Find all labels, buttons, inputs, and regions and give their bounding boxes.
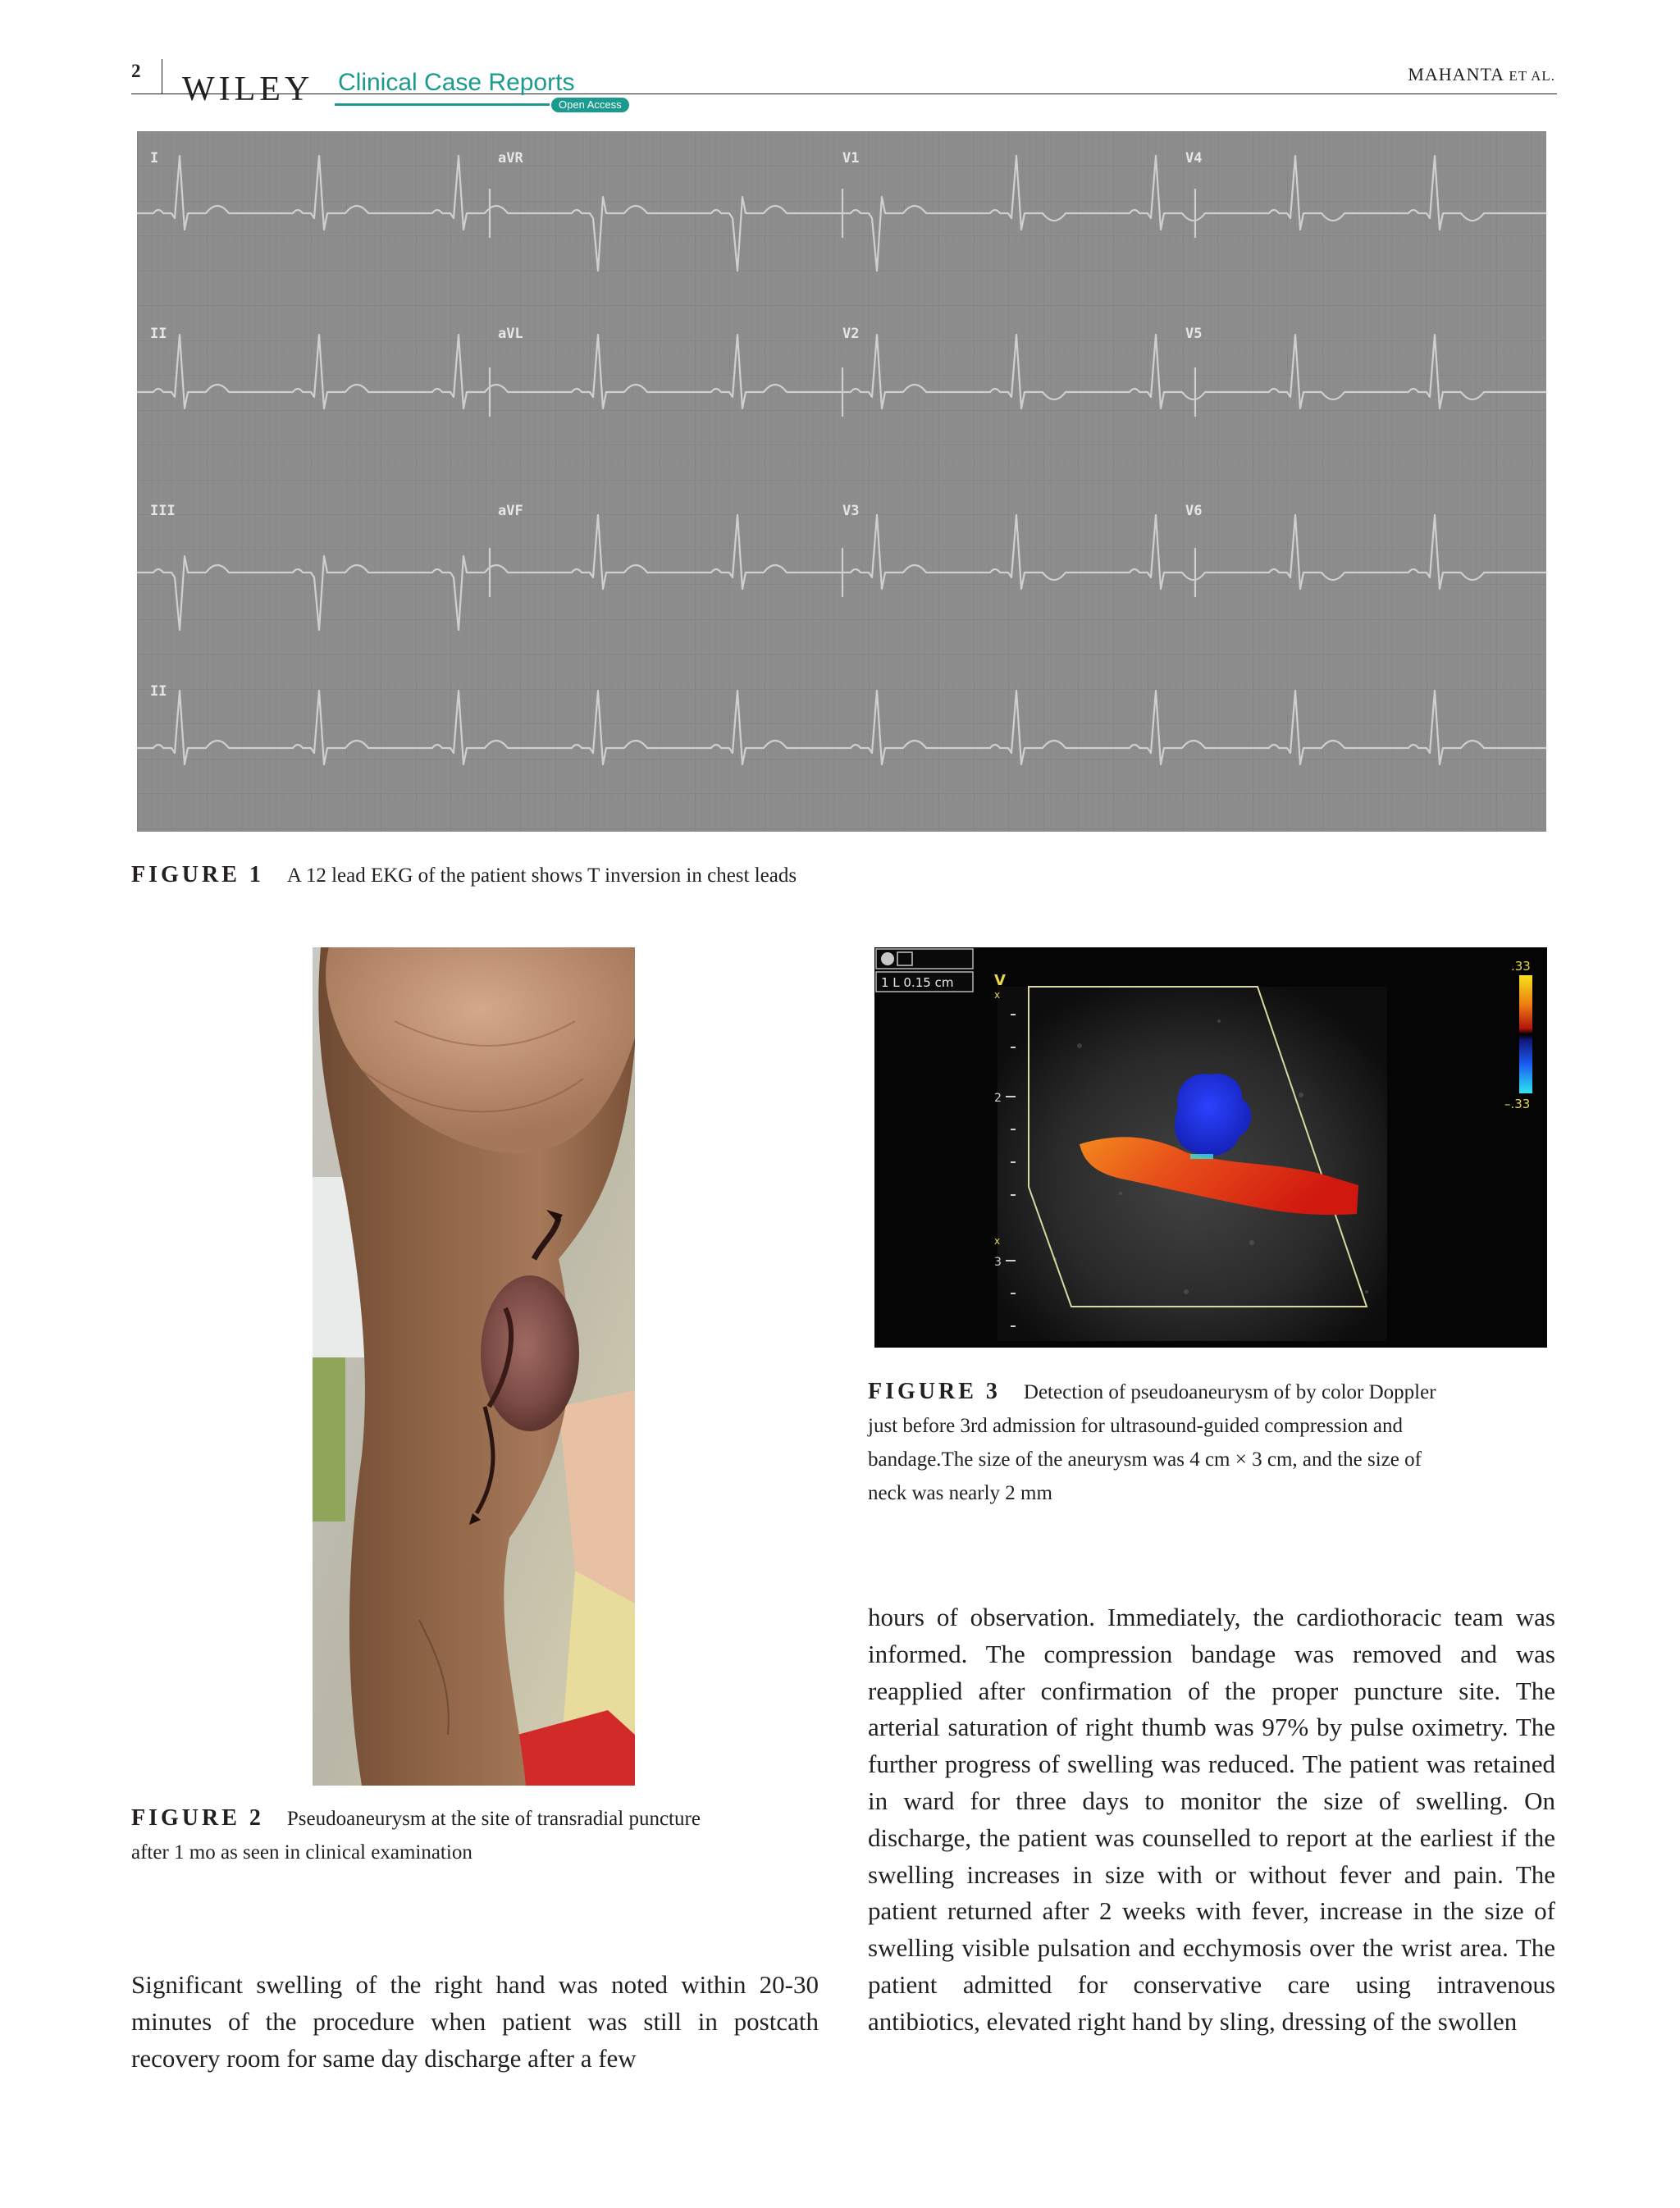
velocity-scale-bottom: –.33 (1504, 1097, 1531, 1111)
figure3-caption (868, 1375, 1436, 1510)
body-paragraph-left: Significant swelling of the right hand was noted within 20-30 minutes of the procedure when patient was still in postcath recovery room for same day discharge after a few (131, 1970, 819, 2073)
body-text-left-column (131, 1967, 819, 2077)
lead-label-III: III (150, 503, 176, 519)
ekg-tracing (137, 131, 1546, 832)
lead-label-V2: V2 (842, 326, 860, 342)
velocity-color-scale (1519, 975, 1532, 1093)
lead-label-V4: V4 (1185, 150, 1203, 167)
lead-label-V6: V6 (1185, 503, 1203, 519)
lead-label-V5: V5 (1185, 326, 1203, 342)
journal-name: Clinical Case Reports (338, 69, 575, 96)
figure2-caption (131, 1801, 701, 1869)
lead-label-V1: V1 (842, 150, 860, 167)
figure2-label: FIGURE 2 (131, 1805, 264, 1831)
overlay-x-top: x (994, 989, 1001, 1001)
figure1-caption-text: A 12 lead EKG of the patient shows T inversion in chest leads (286, 864, 797, 887)
pseudoaneurysm-photo (313, 947, 635, 1786)
lead-label-aVL: aVL (498, 326, 523, 342)
velocity-scale-top: .33 (1511, 959, 1531, 974)
figure3-caption-line4: neck was nearly 2 mm (868, 1482, 1052, 1504)
figure3-caption-line2: just before 3rd admission for ultrasound-guided compression and (868, 1415, 1403, 1437)
running-head-authors (1408, 64, 1555, 85)
figure2-caption-line2: after 1 mo as seen in clinical examination (131, 1841, 472, 1864)
overlay-x-bottom: x (994, 1235, 1001, 1247)
lead-label-rhythm: II (150, 683, 167, 700)
depth-3-label: 3 (994, 1256, 1002, 1269)
overlay-v: V (994, 972, 1006, 989)
body-paragraph-right: hours of observation. Immediately, the cardiothoracic team was informed. The compression bandage was removed and was reapplied after confirmation of the proper puncture site. The arterial saturation of right thumb was 97% by pulse oximetry. The further progress of swelling was reduced. The patient was retained in ward for three days to monitor the size of swelling. On discharge, the patient was counselled to report at the earliest if the swelling increases in size with or without fever and pain. The patient returned after 2 weeks with fever, increase in the size of swelling visible pulsation and ecchymosis over the wrist area. The patient admitted for conservative care using intravenous antibiotics, elevated right hand by sling, dressing of the swollen (868, 1603, 1555, 2036)
ekg-figure (137, 131, 1546, 832)
figure1-caption (131, 858, 797, 892)
authors-et-al: ET AL. (1509, 68, 1555, 84)
figure3-label: FIGURE 3 (868, 1379, 1001, 1404)
journal-underline (335, 103, 550, 106)
lead-label-I: I (150, 150, 159, 167)
measurement-readout: 1 L 0.15 cm (881, 975, 954, 990)
open-access-badge: Open Access (551, 98, 629, 112)
depth-2-label: 2 (994, 1092, 1002, 1105)
figure2-caption-line1: Pseudoaneurysm at the site of transradial puncture (286, 1808, 701, 1830)
authors-main: MAHANTA (1408, 64, 1504, 84)
page-number: 2 (131, 61, 141, 81)
lead-label-V3: V3 (842, 503, 860, 519)
body-text-right-column (868, 1599, 1555, 2041)
doppler-ultrasound-figure (874, 947, 1547, 1348)
figure3-caption-line1: Detection of pseudoaneurysm of by color Doppler (1023, 1381, 1436, 1403)
lead-label-aVR: aVR (498, 150, 523, 167)
figure1-label: FIGURE 1 (131, 862, 264, 887)
lead-label-II: II (150, 326, 167, 342)
figure3-caption-line3: bandage.The size of the aneurysm was 4 cm × 3 cm, and the size of (868, 1448, 1422, 1471)
publisher-logo: WILEY (182, 71, 314, 108)
lead-label-aVF: aVF (498, 503, 523, 519)
